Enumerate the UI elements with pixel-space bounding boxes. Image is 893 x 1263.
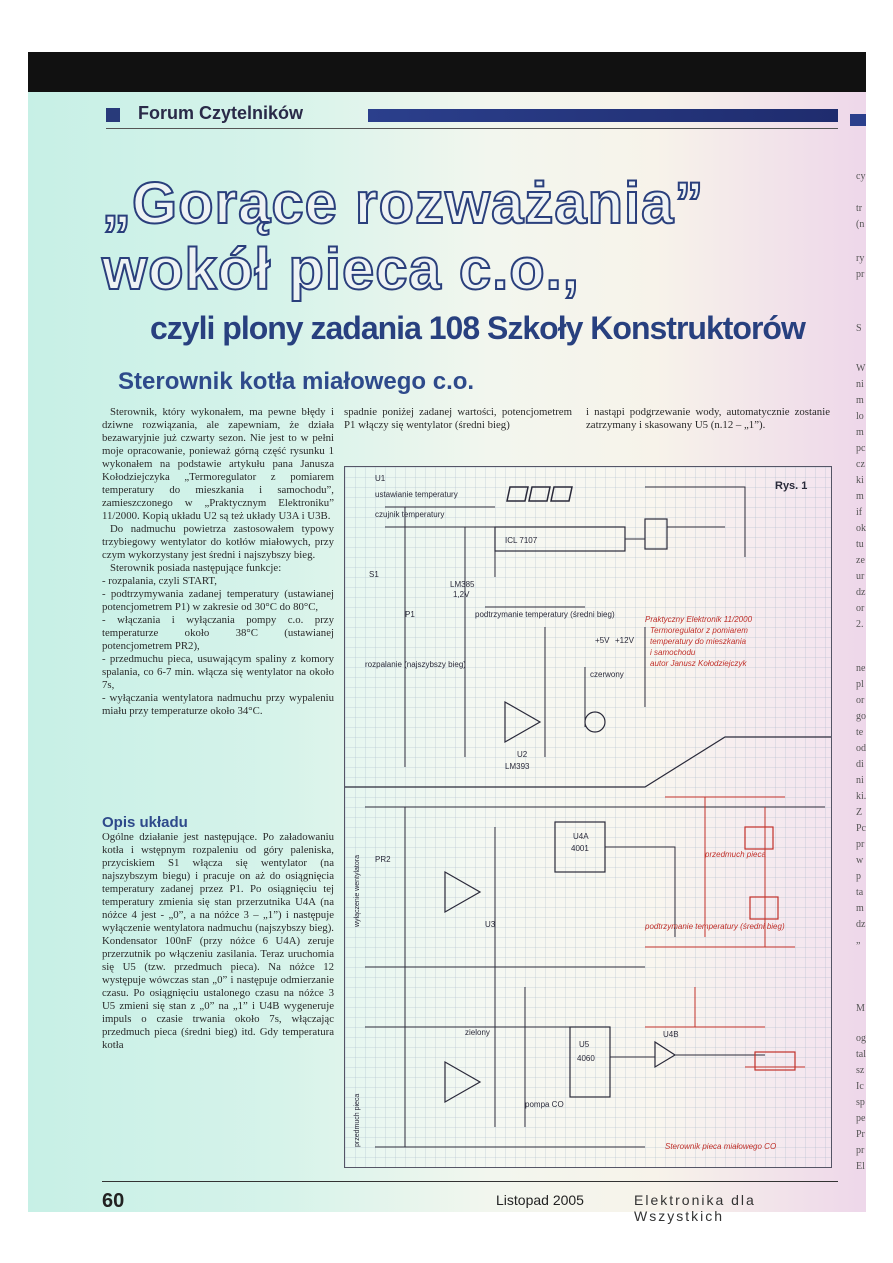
section-rule [106, 128, 838, 129]
edge-text-fragment: „ [856, 935, 861, 946]
label-zielony: zielony [465, 1028, 490, 1037]
section-header [78, 102, 838, 124]
edge-text-fragment: m [856, 491, 864, 502]
magazine-page [78, 98, 838, 1224]
edge-text-fragment: pr [856, 839, 865, 850]
edge-text-fragment: sp [856, 1097, 865, 1108]
label-czujnik: rozpalanie (najszybszy bieg) [365, 660, 466, 669]
label-5v: +5V [595, 636, 610, 645]
label-ref: 1,2V [453, 590, 470, 599]
label-czerwony: czerwony [590, 670, 624, 679]
schematic-figure [344, 466, 832, 1168]
label-4060: 4060 [577, 1054, 595, 1063]
column-1-opis [102, 816, 334, 1052]
note-line-1: Praktyczny Elektronik 11/2000 [645, 615, 753, 624]
label-p1: P1 [405, 610, 415, 619]
paragraph: Sterownik posiada następujące funkcje: [110, 562, 282, 574]
edge-text-fragment: ni [856, 775, 864, 786]
paragraph: Do nadmuchu powietrza zastosowałem typowy trzybiegowy wentylator do kotłów miałowych, przy czym wykorzystany jest średni i najszybszy bieg. [102, 523, 334, 561]
label-u1: U1 [375, 474, 386, 483]
edge-text-fragment: ur [856, 571, 865, 582]
page-number: 60 [102, 1190, 125, 1212]
label-ustawianie-temp: podtrzymanie temperatury (średni bieg) [475, 610, 615, 619]
edge-text-fragment: ki. [856, 791, 867, 802]
label-u2: U2 [517, 750, 528, 759]
next-page-edge [838, 52, 866, 1212]
edge-text-fragment: ry [856, 253, 865, 264]
edge-text-fragment: or [856, 603, 865, 614]
edge-text-fragment: ta [856, 887, 864, 898]
edge-text-fragment: w [856, 855, 864, 866]
edge-text-fragment: (n [856, 219, 865, 230]
edge-text-fragment: ok [856, 523, 866, 534]
edge-text-fragment: m [856, 395, 864, 406]
edge-text-fragment: or [856, 695, 865, 706]
label-u4b: U4B [663, 1030, 679, 1039]
label-rozpalanie: przedmuch pieca [354, 1093, 361, 1147]
edge-text-fragment: tal [856, 1049, 866, 1060]
footer-rule [102, 1181, 838, 1182]
schematic-svg [345, 467, 831, 1167]
edge-text-fragment: pr [856, 269, 865, 280]
edge-text-fragment: tr [856, 203, 863, 214]
edge-text-fragment: dz [856, 587, 866, 598]
edge-text-fragment: p [856, 871, 861, 882]
label-s1: S1 [369, 570, 379, 579]
edge-text-fragment: tu [856, 539, 864, 550]
edge-text-fragment: pr [856, 1145, 865, 1156]
list-item: - przedmuchu pieca, usuwającym spaliny z komory spalania, co 6-7 min. włącza się wentylator na około 7s, [102, 653, 334, 691]
label-podtrzymanie: podtrzymanie temperatury (średni bieg) [645, 922, 785, 931]
label-przedmuch: przedmuch pieca [705, 850, 766, 859]
label-lm393: LM393 [505, 762, 530, 771]
edge-text-fragment: pl [856, 679, 864, 690]
edge-text-fragment: ze [856, 555, 865, 566]
label-ustawianie: ustawianie temperatury [375, 490, 458, 499]
paragraph: Ogólne działanie jest następujące. Po załadowaniu kotła i wstępnym rozpaleniu od góry paleniska, przyciskiem S1 włącza się wentylator (na najszybszym biegu) i pracuje on aż do osiągnięcia temperatury zadanej przez P1. Po osiągnięciu tej temperatury zmienia się stan przerzutnika U4A (na nóżce 4 jest - „0”, a na nóżce 3 – „1”) i następuje wyłączenie wentylatora nadmuchu (najszybszy bieg). Kondensator 100nF (przy nóżce 6 U4A) zeruje przerzutnik po włączeniu zasilania. Teraz uruchomia się U5 (tzw. przedmuch pieca). Na nóżce 12 występuje wówczas stan „0” i następuje odmierzanie czasu. Po osiągnięciu ustalonego czasu na nóżce 3 U5 zmieni się stan z „0” na „1” i U4B wygeneruje impuls o czasie trwania około 7s, włączając przedmuch pieca (średni bieg) itd. Gdy temperatura kotła [102, 831, 334, 1051]
section-band [368, 109, 838, 122]
edge-text-fragment: pc [856, 443, 866, 454]
paragraph: Sterownik, który wykonałem, ma pewne błędy i dziwne rozwiązania, ale zapewniam, że działa bezawaryjnie już czwarty sezon. Nie jest to w pełni moje opracowanie, ponieważ górną część rysunku 1 wykonałem na podstawie artykułu pana Janusza Kołodziejczyka „Termoregulator z pomiarem temperatury do mieszkania i samochodu”, zamieszczonego w „Praktycznym Elektroniku” 11/2000. Kopią układu U2 są też układy U3A i U3B. [102, 406, 334, 522]
label-u5: U5 [579, 1040, 590, 1049]
label-12v: +12V [615, 636, 634, 645]
note-line-4: i samochodu [650, 648, 696, 657]
edge-text-fragment: cz [856, 459, 865, 470]
list-item: - wyłączania wentylatora nadmuchu przy wypaleniu miału przy temperaturze około 34°C. [102, 692, 334, 717]
paragraph: spadnie poniżej zadanej wartości, potencjometrem P1 włączy się wentylator (średni bieg) [344, 406, 572, 431]
label-lm385: LM385 [450, 580, 475, 589]
edge-text-fragment: m [856, 427, 864, 438]
edge-text-fragment: Z [856, 807, 863, 818]
figure-label: Rys. 1 [775, 480, 808, 492]
edge-text-fragment: Pc [856, 823, 866, 834]
scanned-page [28, 52, 867, 1224]
edge-text-fragment: cy [856, 171, 866, 182]
section-marker-square [106, 108, 120, 122]
label-pompa: pompa CO [525, 1100, 564, 1109]
edge-text-fragment: S [856, 323, 862, 334]
edge-text-fragment: ne [856, 663, 866, 674]
figure-caption: Sterownik pieca miałowego CO [665, 1142, 777, 1151]
issue-date: Listopad 2005 [496, 1192, 584, 1208]
list-item: - włączania i wyłączania pompy c.o. przy temperaturze około 38°C (ustawianej potencjometrem PR2), [102, 614, 334, 652]
edge-text-fragment: og [856, 1033, 866, 1044]
edge-text-fragment: sz [856, 1065, 865, 1076]
edge-text-fragment: go [856, 711, 866, 722]
edge-text-fragment: if [856, 507, 863, 518]
label-4001: 4001 [571, 844, 589, 853]
label-u3: U3 [485, 920, 496, 929]
edge-text-fragment: di [856, 759, 864, 770]
edge-text-fragment: pe [856, 1113, 866, 1124]
label-wylaczenie: wyłączenie wentylatora [354, 855, 361, 927]
label-pomiar: czujnik temperatury [375, 510, 445, 519]
edge-text-fragment: Pr [856, 1129, 865, 1140]
edge-text-fragment: M [856, 1003, 865, 1014]
note-line-5: autor Janusz Kołodziejczyk [650, 659, 747, 668]
list-item: - rozpalania, czyli START, [102, 575, 217, 587]
list-item: - podtrzymywania zadanej temperatury (ustawianej potencjometrem P1) w zakresie od 30°C do 80°C, [102, 588, 334, 613]
label-pr2: PR2 [375, 855, 391, 864]
edge-text-fragment: lo [856, 411, 864, 422]
edge-text-fragment: te [856, 727, 864, 738]
article-heading: Sterownik kotła miałowego c.o. [118, 368, 475, 395]
note-line-2: Termoregulator z pomiarem [650, 626, 748, 635]
paragraph: i nastąpi podgrzewanie wody, automatycznie zostanie zatrzymany i skasowany U5 (n.12 – „1”). [586, 406, 830, 431]
column-1 [102, 406, 334, 718]
subtitle: czyli plony zadania 108 Szkoły Konstruktorów [150, 310, 805, 346]
note-line-3: temperatury do mieszkania [650, 637, 747, 646]
opis-heading: Opis układu [102, 814, 188, 831]
title-line-2: wokół pieca c.o., [102, 237, 580, 302]
edge-text-fragment: 2. [856, 619, 864, 630]
label-icl7107: ICL 7107 [505, 536, 538, 545]
edge-text-fragment: m [856, 903, 864, 914]
edge-text-fragment: ni [856, 379, 864, 390]
next-page-section-bar [850, 114, 866, 126]
edge-text-fragment: W [856, 363, 866, 374]
column-3 [586, 406, 830, 432]
edge-text-fragment: Ic [856, 1081, 864, 1092]
edge-text-fragment: El [856, 1161, 865, 1172]
title-line-1: „Gorące rozważania” [102, 171, 705, 236]
label-u4a: U4A [573, 832, 589, 841]
section-label: Forum Czytelników [138, 103, 304, 123]
edge-text-fragment: od [856, 743, 866, 754]
edge-text-fragment: dz [856, 919, 866, 930]
magazine-name: Elektronika dla Wszystkich [634, 1192, 756, 1224]
edge-text-fragment: ki [856, 475, 864, 486]
column-2 [344, 406, 572, 432]
